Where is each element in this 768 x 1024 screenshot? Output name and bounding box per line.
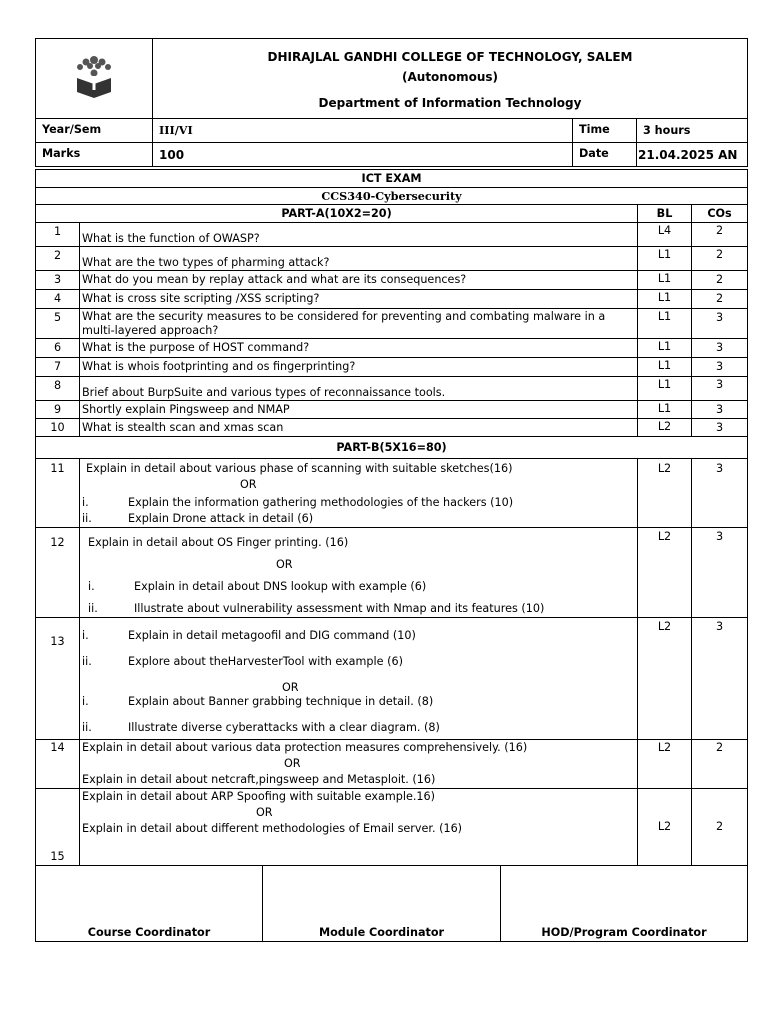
- course-outcome: 2: [692, 223, 748, 247]
- time-value: 3 hours: [637, 119, 748, 143]
- bloom-level: L2: [638, 459, 692, 528]
- bloom-level: L1: [638, 290, 692, 309]
- item-number: i.: [82, 695, 89, 708]
- bl-header: BL: [638, 205, 692, 223]
- item-number: ii.: [82, 655, 92, 668]
- option-a: Explain in detail about various phase of scanning with suitable sketches(16): [86, 462, 513, 475]
- part-b-title: PART-B(5X16=80): [36, 437, 748, 459]
- question-text: What is the purpose of HOST command?: [80, 339, 638, 358]
- date-value: 21.04.2025 AN: [637, 143, 748, 167]
- option-b-part-1: Explain the information gathering methodologies of the hackers (10): [128, 496, 514, 509]
- course-outcome: 3: [692, 618, 748, 740]
- or-separator: OR: [276, 558, 293, 571]
- course-outcome: 2: [692, 271, 748, 290]
- marks-label: Marks: [36, 143, 153, 167]
- item-number: i.: [82, 629, 89, 642]
- question-row: [36, 223, 748, 247]
- question-number: 1: [36, 223, 80, 247]
- question-text: What is whois footprinting and os fingerprinting?: [80, 358, 638, 377]
- question-row: [36, 377, 748, 401]
- part-a-title: PART-A(10X2=20): [36, 205, 638, 223]
- co-header: COs: [692, 205, 748, 223]
- question-row: [36, 419, 748, 437]
- or-separator: OR: [284, 757, 301, 770]
- question-row-15: [36, 789, 748, 866]
- bloom-level: L4: [638, 223, 692, 247]
- marks-value: 100: [153, 143, 573, 167]
- question-text: [80, 528, 638, 618]
- questions-table: [35, 169, 748, 866]
- question-number: 8: [36, 377, 80, 401]
- question-text: [80, 789, 638, 866]
- course-outcome: 2: [692, 789, 748, 866]
- course-outcome: 3: [692, 339, 748, 358]
- bloom-level: L2: [638, 740, 692, 789]
- question-number: 6: [36, 339, 80, 358]
- question-text: What do you mean by replay attack and what are its consequences?: [80, 271, 638, 290]
- module-coordinator-signature: Module Coordinator: [263, 866, 501, 942]
- course-outcome: 3: [692, 419, 748, 437]
- question-text: Brief about BurpSuite and various types of reconnaissance tools.: [80, 377, 638, 401]
- or-separator: OR: [282, 681, 299, 694]
- bloom-level: L1: [638, 401, 692, 419]
- option-b: Explain in detail about different methodologies of Email server. (16): [82, 822, 463, 835]
- exam-title: ICT EXAM: [36, 170, 748, 188]
- bloom-level: L2: [638, 419, 692, 437]
- question-number: 2: [36, 247, 80, 271]
- option-a-part-1: Explain in detail metagoofil and DIG command (10): [128, 629, 416, 642]
- or-separator: OR: [256, 806, 273, 819]
- item-number: ii.: [82, 512, 92, 525]
- course-outcome: 3: [692, 377, 748, 401]
- bloom-level: L1: [638, 358, 692, 377]
- question-row: [36, 271, 748, 290]
- item-number: ii.: [88, 602, 98, 615]
- option-a-part-2: Explore about theHarvesterTool with example (6): [128, 655, 403, 668]
- option-b-part-2: Illustrate diverse cyberattacks with a clear diagram. (8): [128, 721, 440, 734]
- option-b-part-2: Illustrate about vulnerability assessment with Nmap and its features (10): [134, 602, 545, 615]
- question-text: What is stealth scan and xmas scan: [80, 419, 638, 437]
- question-number: 4: [36, 290, 80, 309]
- bloom-level: L1: [638, 339, 692, 358]
- option-b-part-2: Explain Drone attack in detail (6): [128, 512, 314, 525]
- question-number: 3: [36, 271, 80, 290]
- question-number: 15: [36, 789, 80, 866]
- question-number: 14: [36, 740, 80, 789]
- option-b-part-1: Explain in detail about DNS lookup with example (6): [134, 580, 427, 593]
- question-row-13: [36, 618, 748, 740]
- course-outcome: 2: [692, 247, 748, 271]
- bloom-level: L1: [638, 247, 692, 271]
- question-number: 10: [36, 419, 80, 437]
- course-title: CCS340-Cybersecurity: [36, 188, 748, 205]
- question-text: [80, 618, 638, 740]
- college-title-cell: [153, 39, 748, 119]
- course-outcome: 3: [692, 309, 748, 339]
- course-outcome: 2: [692, 290, 748, 309]
- course-outcome: 3: [692, 401, 748, 419]
- question-row: [36, 290, 748, 309]
- option-a: Explain in detail about various data protection measures comprehensively. (16): [82, 741, 528, 754]
- bloom-level: L2: [638, 789, 692, 866]
- bloom-level: L1: [638, 377, 692, 401]
- question-number: 13: [36, 618, 80, 740]
- question-row: [36, 247, 748, 271]
- item-number: ii.: [82, 721, 92, 734]
- question-row: [36, 339, 748, 358]
- option-b-part-1: Explain about Banner grabbing technique in detail. (8): [128, 695, 434, 708]
- year-sem-label: Year/Sem: [36, 119, 153, 143]
- course-outcome: 3: [692, 459, 748, 528]
- question-number: 9: [36, 401, 80, 419]
- question-row: [36, 309, 748, 339]
- date-label: Date: [573, 143, 637, 167]
- course-outcome: 2: [692, 740, 748, 789]
- bloom-level: L1: [638, 309, 692, 339]
- question-number: 11: [36, 459, 80, 528]
- course-outcome: 3: [692, 528, 748, 618]
- department-name: Department of Information Technology: [318, 96, 582, 110]
- logo-cell: [36, 39, 153, 119]
- question-text: What is cross site scripting /XSS scripting?: [80, 290, 638, 309]
- question-text: What is the function of OWASP?: [80, 223, 638, 247]
- option-b: Explain in detail about netcraft,pingsweep and Metasploit. (16): [82, 773, 436, 786]
- part-a-questions: [36, 223, 748, 437]
- question-text: [80, 459, 638, 528]
- question-row-12: [36, 528, 748, 618]
- question-number: 12: [36, 528, 80, 618]
- question-paper: [35, 38, 747, 942]
- question-row: [36, 401, 748, 419]
- question-row: [36, 358, 748, 377]
- hod-signature: HOD/Program Coordinator: [501, 866, 748, 942]
- question-number: 5: [36, 309, 80, 339]
- question-text: Shortly explain Pingsweep and NMAP: [80, 401, 638, 419]
- college-logo-icon: [69, 52, 119, 102]
- question-row-14: [36, 740, 748, 789]
- college-name: DHIRAJLAL GANDHI COLLEGE OF TECHNOLOGY, SALEM: [267, 50, 633, 64]
- bloom-level: L2: [638, 528, 692, 618]
- header-table: [35, 38, 748, 167]
- question-row-11: [36, 459, 748, 528]
- year-sem-value: III/VI: [153, 119, 573, 143]
- course-coordinator-signature: Course Coordinator: [36, 866, 263, 942]
- bloom-level: L2: [638, 618, 692, 740]
- option-a: Explain in detail about ARP Spoofing with suitable example.16): [82, 790, 436, 803]
- bloom-level: L1: [638, 271, 692, 290]
- option-a: Explain in detail about OS Finger printing. (16): [88, 536, 349, 549]
- question-text: [80, 740, 638, 789]
- question-text: What are the two types of pharming attack?: [80, 247, 638, 271]
- question-number: 7: [36, 358, 80, 377]
- question-text: What are the security measures to be considered for preventing and combating malware in a multi-layered approach?: [80, 309, 638, 339]
- autonomous-label: (Autonomous): [402, 70, 498, 84]
- or-separator: OR: [240, 478, 257, 491]
- item-number: i.: [88, 580, 95, 593]
- signature-table: [35, 865, 748, 942]
- time-label: Time: [573, 119, 637, 143]
- item-number: i.: [82, 496, 89, 509]
- course-outcome: 3: [692, 358, 748, 377]
